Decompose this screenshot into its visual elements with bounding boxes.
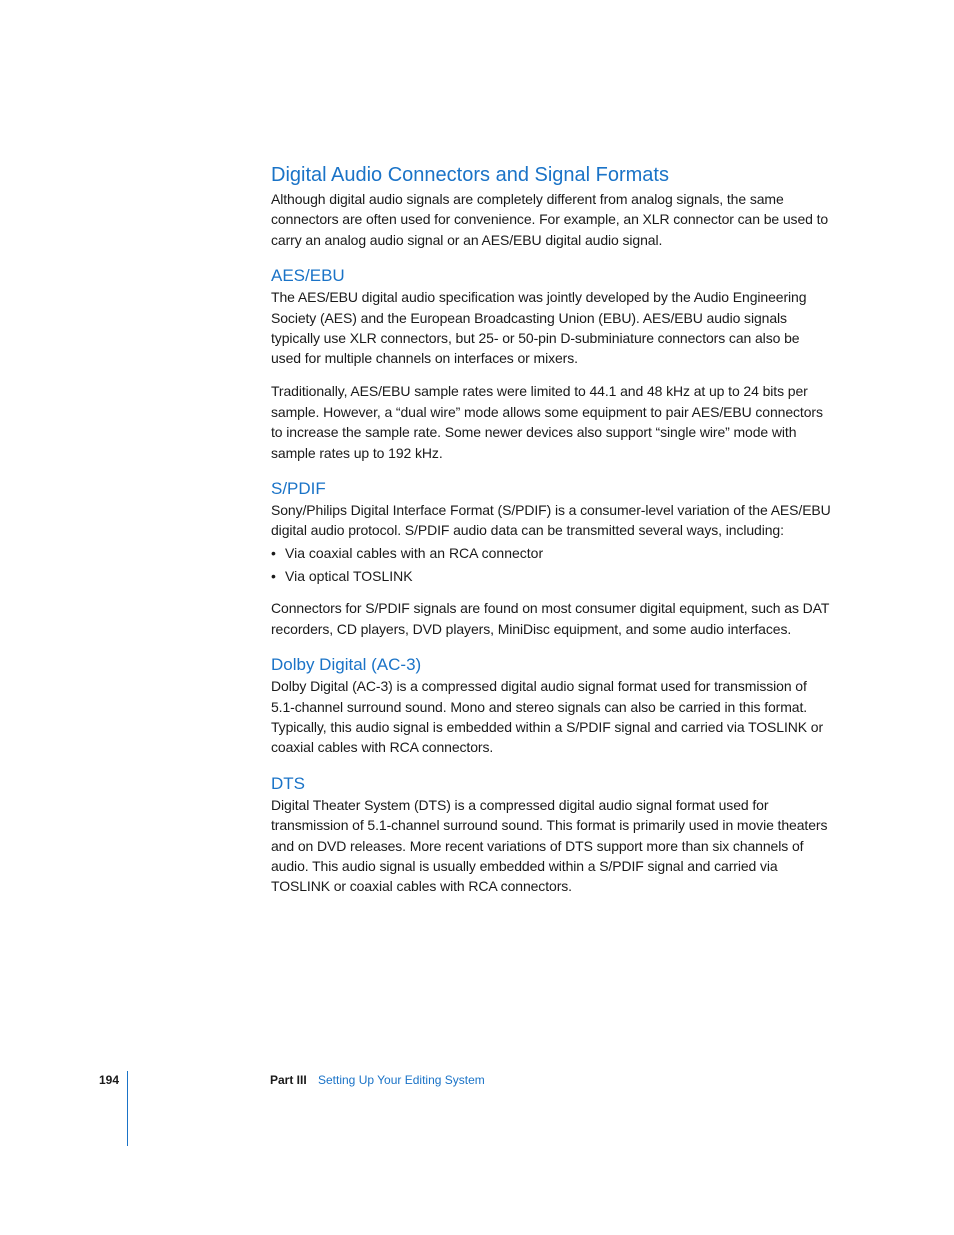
- page-title: Digital Audio Connectors and Signal Formats: [271, 164, 669, 186]
- page-footer: [0, 1071, 954, 1091]
- spdif-paragraph-2: Connectors for S/PDIF signals are found on most consumer digital equipment, such as DAT recorders, CD players, DVD players, MiniDisc equipment, and some audio interfaces.: [271, 600, 830, 637]
- section-heading-aes-ebu: AES/EBU: [271, 266, 345, 286]
- bullet-icon: •: [271, 567, 276, 584]
- bullet-icon: •: [271, 544, 276, 561]
- section-heading-dolby-digital: Dolby Digital (AC-3): [271, 655, 422, 675]
- aes-ebu-paragraph-1: The AES/EBU digital audio specification was jointly developed by the Audio Engineering Society (AES) and the European Broadcasting Union (EBU). AES/EBU audio signals typically use XLR connectors, but 25- or 50-pin D-subminiature connectors can also be used for multiple channels on interfaces or mixers.: [271, 289, 807, 367]
- section-heading-spdif: S/PDIF: [271, 478, 326, 498]
- section-heading-dts: DTS: [271, 773, 305, 793]
- page-content: [271, 162, 831, 897]
- dts-paragraph: Digital Theater System (DTS) is a compressed digital audio signal format used for transmission of 5.1-channel surround sound. This format is primarily used in movie theaters and on DVD releases. More recent variations of DTS support more than six channels of audio. This audio signal is usually embedded within a S/PDIF signal and carried via TOSLINK or coaxial cables with RCA connectors.: [271, 796, 828, 895]
- intro-paragraph: Although digital audio signals are completely different from analog signals, the same connectors are often used for convenience. For example, an XLR connector can be used to carry an analog audio signal or an AES/EBU digital audio signal.: [271, 191, 829, 248]
- list-item: [271, 566, 831, 586]
- page-number: 194: [99, 1073, 120, 1087]
- dolby-digital-paragraph: Dolby Digital (AC-3) is a compressed digital audio signal format used for transmission of 5.1-channel surround sound. Mono and stereo signals can also be carried in this format. Typically, this audio signal is embedded within a S/PDIF signal and carried via TOSLINK or coaxial cables with RCA connectors.: [271, 678, 824, 756]
- part-title: Setting Up Your Editing System: [318, 1073, 485, 1087]
- list-item-text: Via coaxial cables with an RCA connector: [285, 544, 544, 561]
- spdif-bullet-list: [271, 543, 831, 587]
- list-item-text: Via optical TOSLINK: [285, 567, 413, 584]
- list-item: [271, 543, 831, 563]
- part-label: Part III: [270, 1073, 307, 1087]
- aes-ebu-paragraph-2: Traditionally, AES/EBU sample rates were limited to 44.1 and 48 kHz at up to 24 bits per sample. However, a “dual wire” mode allows some equipment to pair AES/EBU connectors to increase the sample rate. Some newer devices also support “single wire” mode with sample rates up to 192 kHz.: [271, 383, 823, 461]
- spdif-paragraph-1: Sony/Philips Digital Interface Format (S/PDIF) is a consumer-level variation of the AES/EBU digital audio protocol. S/PDIF audio data can be transmitted several ways, including:: [271, 501, 831, 539]
